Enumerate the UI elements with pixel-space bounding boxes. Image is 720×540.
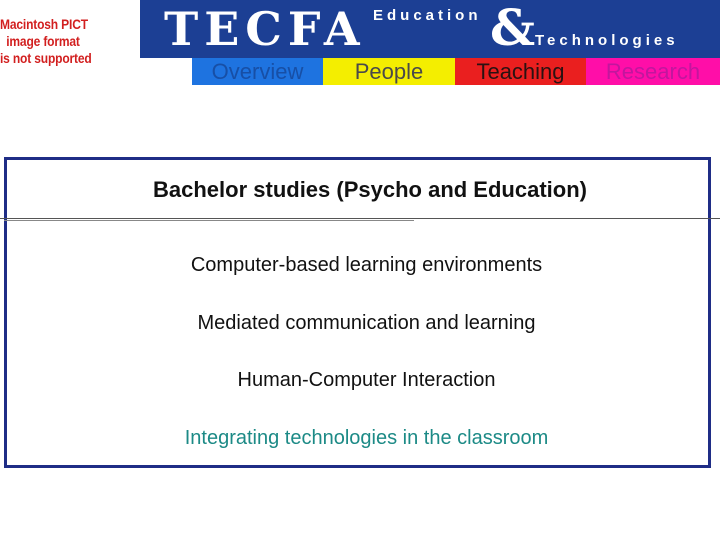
tab-research[interactable]: Research [586, 58, 720, 85]
list-item-link[interactable]: Integrating technologies in the classroom [184, 427, 549, 449]
unsupported-image-text [0, 16, 92, 67]
heading-divider-shadow [4, 220, 414, 221]
unsupported-image-line: is not supported [0, 50, 92, 66]
brand-technologies-text: Technologies [535, 32, 679, 49]
heading-divider [0, 218, 720, 219]
unsupported-image-line: image format [6, 33, 80, 49]
page-title: Bachelor studies (Psycho and Education) [153, 177, 587, 202]
header-banner [140, 0, 720, 58]
brand-ampersand: & [490, 0, 536, 57]
tab-teaching[interactable]: Teaching [455, 58, 586, 85]
list-item: Mediated communication and learning [197, 312, 536, 334]
list-item: Computer-based learning environments [190, 254, 543, 276]
unsupported-image-line: Macintosh PICT [0, 16, 88, 32]
tab-people[interactable]: People [323, 58, 455, 85]
tab-overview[interactable]: Overview [192, 58, 323, 85]
brand-education-text: Education [373, 7, 482, 24]
main-nav [192, 58, 720, 85]
brand-logo-text: TECFA [164, 2, 366, 56]
unsupported-image-placeholder [0, 0, 140, 85]
list-item: Human-Computer Interaction [237, 369, 496, 391]
